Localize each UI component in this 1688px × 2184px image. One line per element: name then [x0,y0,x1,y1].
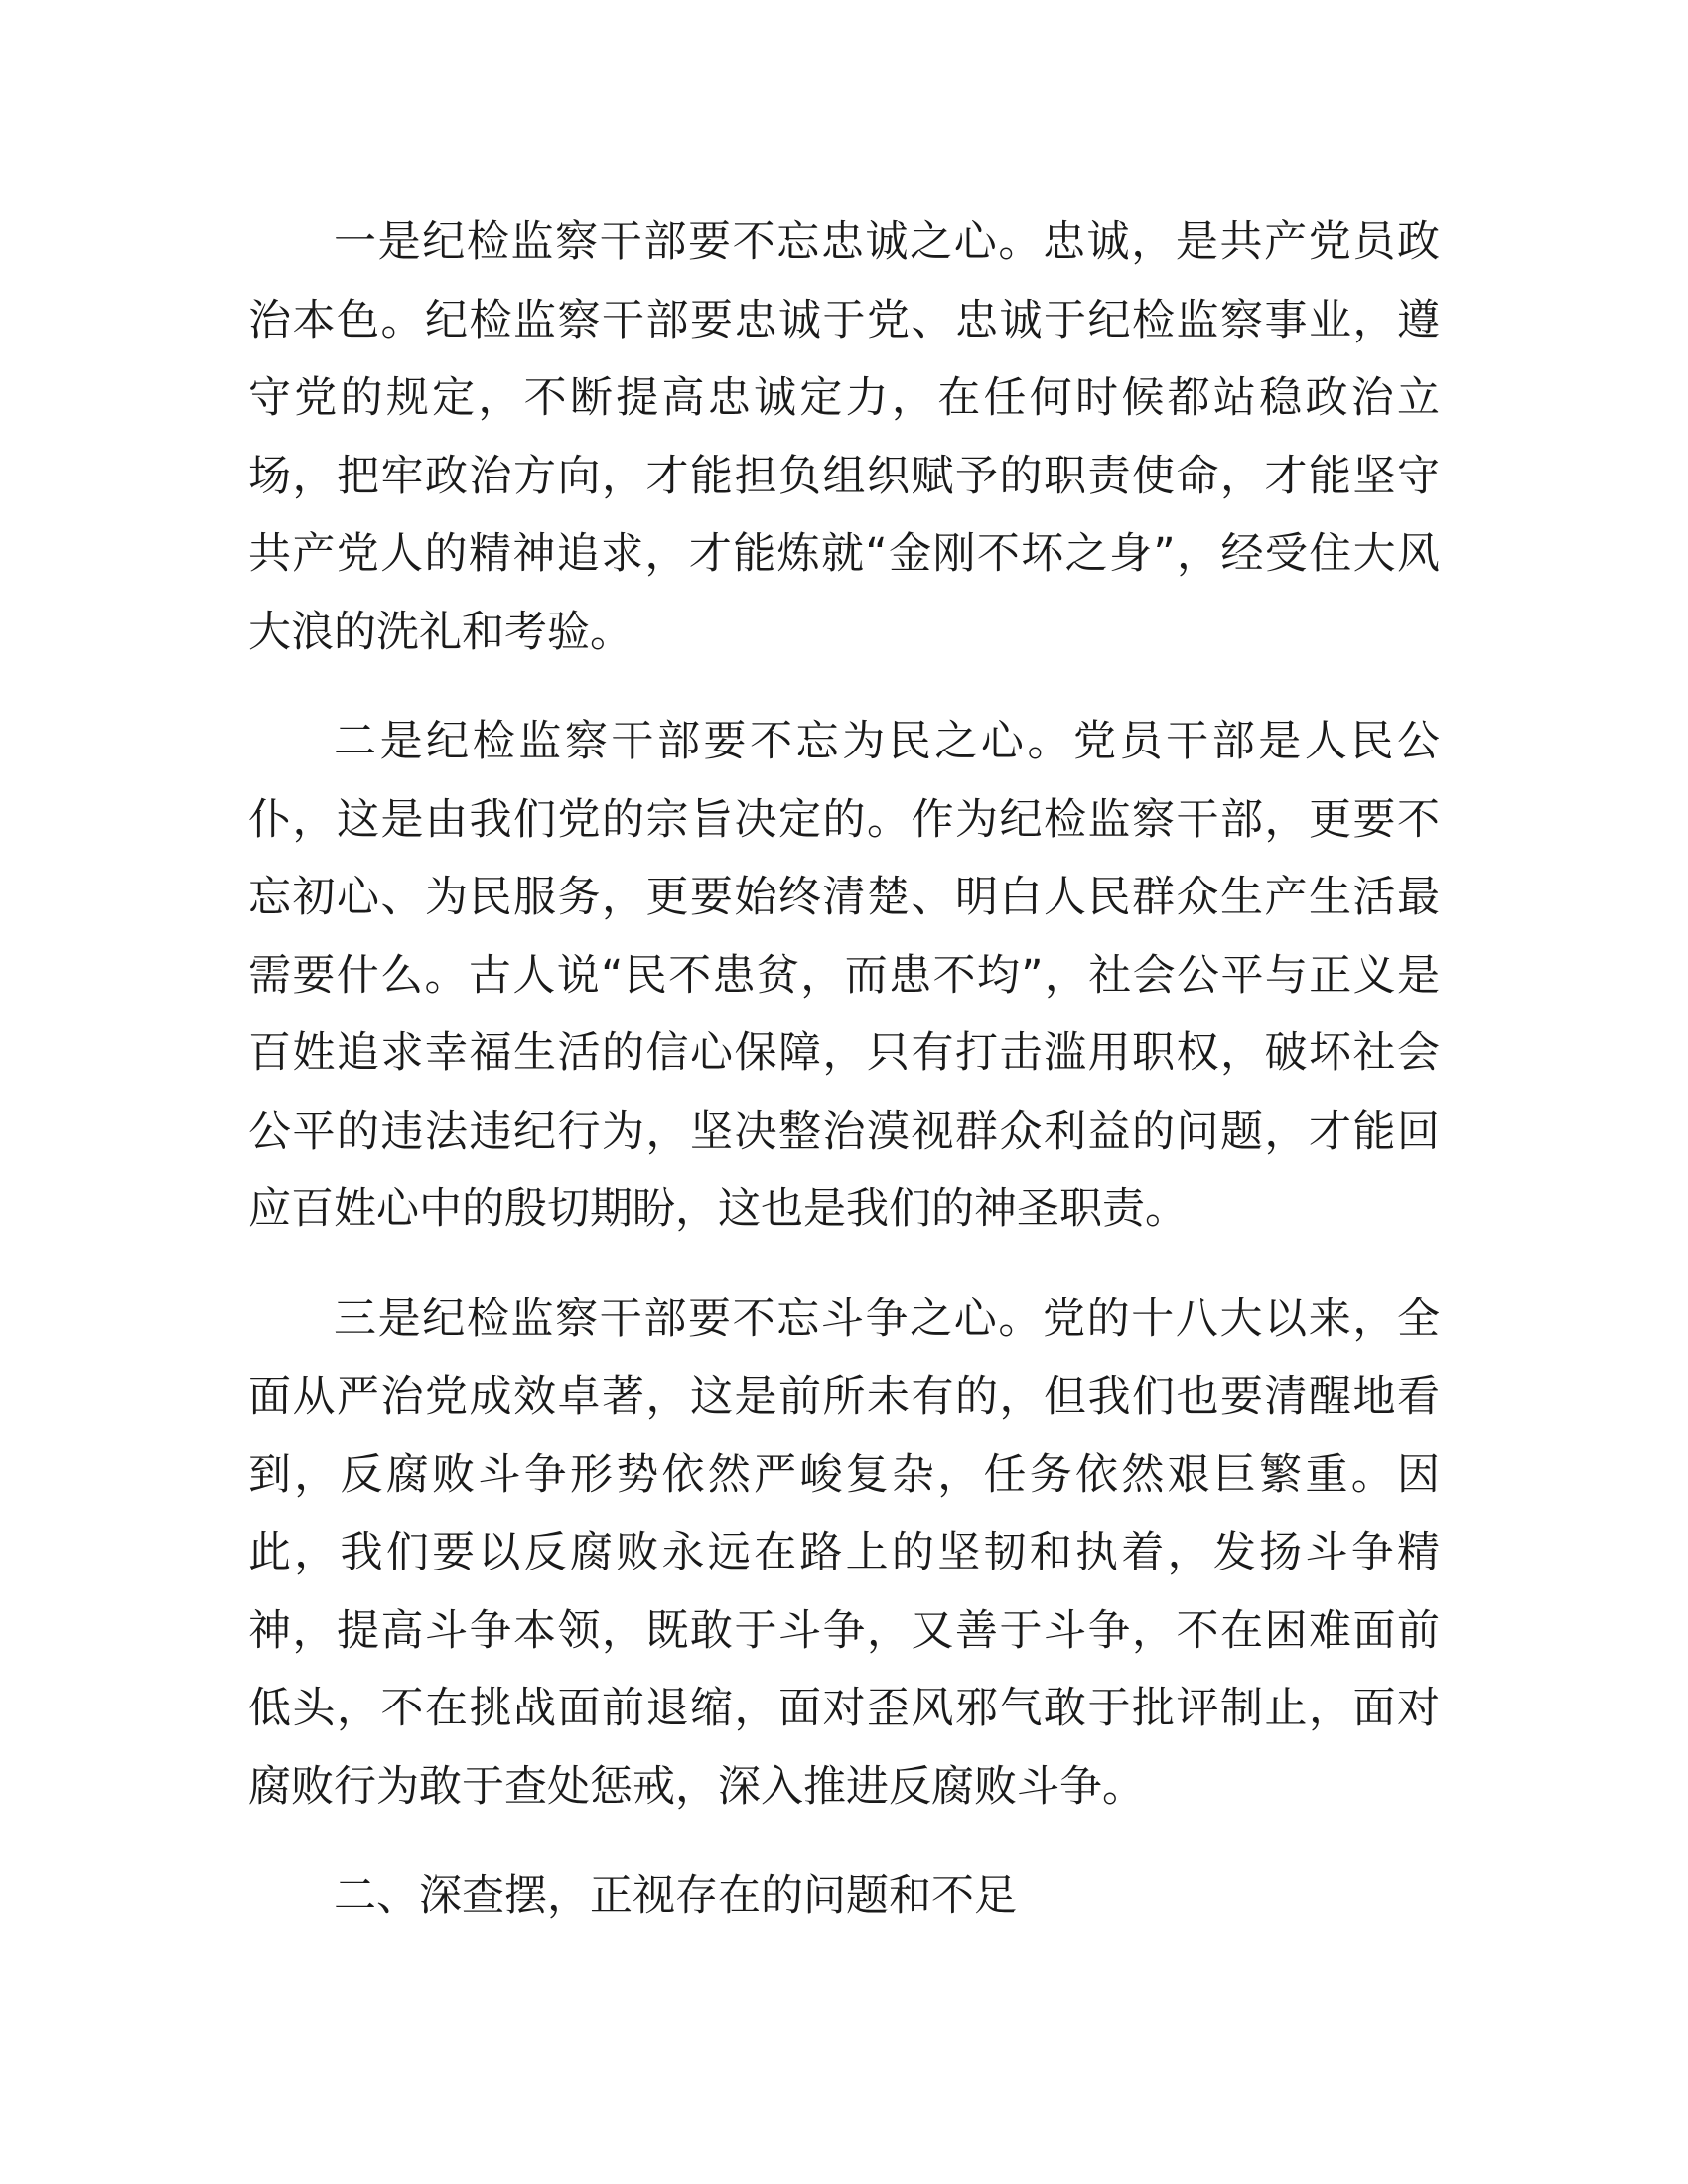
paragraph-serve-people: 二是纪检监察干部要不忘为民之心。党员干部是人民公仆，这是由我们党的宗旨决定的。作为纪检监察干部，更要不忘初心、为民服务，更要始终清楚、明白人民群众生产生活最需要什么。古人说“民不患贫，而患不均”，社会公平与正义是百姓追求幸福生活的信心保障，只有打击滥用职权，破坏社会公平的违法违纪行为，坚决整治漠视群众利益的问题，才能回应百姓心中的殷切期盼，这也是我们的神圣职责。 [248,717,1440,1234]
document-body [248,204,1440,1936]
paragraph-struggle: 三是纪检监察干部要不忘斗争之心。党的十八大以来，全面从严治党成效卓著，这是前所未有的，但我们也要清醒地看到，反腐败斗争形势依然严峻复杂，任务依然艰巨繁重。因此，我们要以反腐败永远在路上的坚韧和执着，发扬斗争精神，提高斗争本领，既敢于斗争，又善于斗争，不在困难面前低头，不在挑战面前退缩，面对歪风邪气敢于批评制止，面对腐败行为敢于查处惩戒，深入推进反腐败斗争。 [248,1294,1440,1812]
paragraph-loyalty: 一是纪检监察干部要不忘忠诚之心。忠诚，是共产党员政治本色。纪检监察干部要忠诚于党、忠诚于纪检监察事业，遵守党的规定，不断提高忠诚定力，在任何时候都站稳政治立场，把牢政治方向，才能担负组织赋予的职责使命，才能坚守共产党人的精神追求，才能炼就“金刚不坏之身”，经受住大风大浪的洗礼和考验。 [248,217,1440,657]
section-heading: 二、深查摆，正视存在的问题和不足 [334,1871,1017,1921]
